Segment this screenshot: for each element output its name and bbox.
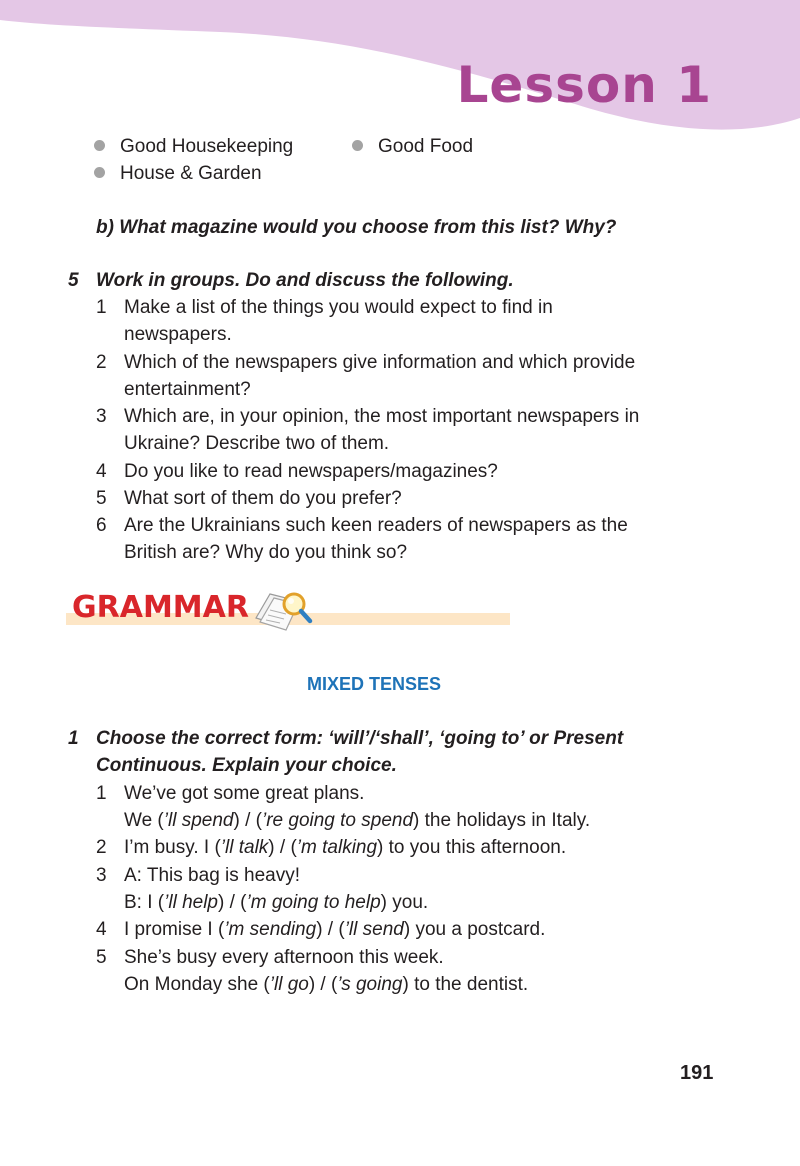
magazine-name: House & Garden [120,163,262,184]
text: ) the holidays in Italy. [413,810,591,831]
bullet-icon [352,140,363,151]
item-text: A: This bag is heavy! [124,865,301,886]
text: ) / ( [218,892,247,913]
item-text: newspapers. [124,324,232,345]
text: I promise I ( [124,919,225,940]
item-text: Which are, in your opinion, the most important newspapers in [124,406,640,427]
text: ) you. [380,892,429,913]
option-b: ’re going to spend [261,810,414,831]
item-text: British are? Why do you think so? [124,542,408,563]
item-text: Ukraine? Describe two of them. [124,433,390,454]
option-a: ’ll go [269,974,309,995]
item-text: Do you like to read newspapers/magazines? [124,461,498,482]
text: ) / ( [316,919,345,940]
list-item [94,161,262,187]
text: We ( [124,810,164,831]
item-text: She’s busy every afternoon this week. [124,947,444,968]
item-text [124,834,566,861]
item-number: 3 [96,406,107,427]
exercise-instruction: Work in groups. Do and discuss the following. [96,270,514,291]
option-b: ’s going [337,974,403,995]
list-item [352,134,473,160]
option-a: ’ll spend [163,810,234,831]
exercise-number: 1 [68,728,79,749]
text: ) / ( [308,974,338,995]
item-number: 2 [96,837,107,858]
text: ) to the dentist. [402,974,529,995]
item-number: 4 [96,461,107,482]
magazine-name: Good Housekeeping [120,136,294,157]
option-a: ’ll talk [220,837,269,858]
text: ) you a postcard. [403,919,546,940]
option-b: ’ll send [344,919,404,940]
item-number: 6 [96,515,107,536]
item-text [124,971,528,998]
list-item [94,134,293,160]
item-number: 2 [96,352,107,373]
text: I’m busy. I ( [124,837,221,858]
item-text: We’ve got some great plans. [124,783,365,804]
item-text: Are the Ukrainians such keen readers of newspapers as the [124,515,628,536]
text: ) to you this afternoon. [377,837,567,858]
item-number: 1 [96,783,107,804]
section-title: GRAMMAR [72,590,249,625]
text: On Monday she ( [124,974,270,995]
text: ) / ( [233,810,262,831]
text: ) / ( [268,837,297,858]
page-number: 191 [680,1062,714,1084]
magnifier-icon [250,588,316,632]
item-number: 5 [96,488,107,509]
exercise-instruction: Choose the correct form: ‘will’/‘shall’, ‘going to’ or Present [96,728,624,749]
bullet-icon [94,140,105,151]
item-number: 4 [96,919,107,940]
magazine-name: Good Food [378,136,474,157]
option-a: ’m sending [224,919,317,940]
item-text [124,916,545,943]
section-subtitle: MIXED TENSES [306,674,442,694]
item-text: What sort of them do you prefer? [124,488,402,509]
item-text: entertainment? [124,379,251,400]
item-text [124,807,590,834]
item-number: 5 [96,947,107,968]
exercise-number: 5 [68,270,79,291]
item-number: 1 [96,297,107,318]
text: B: I ( [124,892,165,913]
lesson-title: Lesson 1 [456,56,712,114]
item-text: Which of the newspapers give information and which provide [124,352,636,373]
option-b: ’m talking [296,837,378,858]
exercise-instruction: Continuous. Explain your choice. [96,755,397,776]
item-text: Make a list of the things you would expect to find in [124,297,553,318]
option-b: ’m going to help [246,892,381,913]
item-number: 3 [96,865,107,886]
item-text [124,889,428,916]
question-b: b) What magazine would you choose from this list? Why? [96,217,617,238]
option-a: ’ll help [164,892,218,913]
bullet-icon [94,167,105,178]
